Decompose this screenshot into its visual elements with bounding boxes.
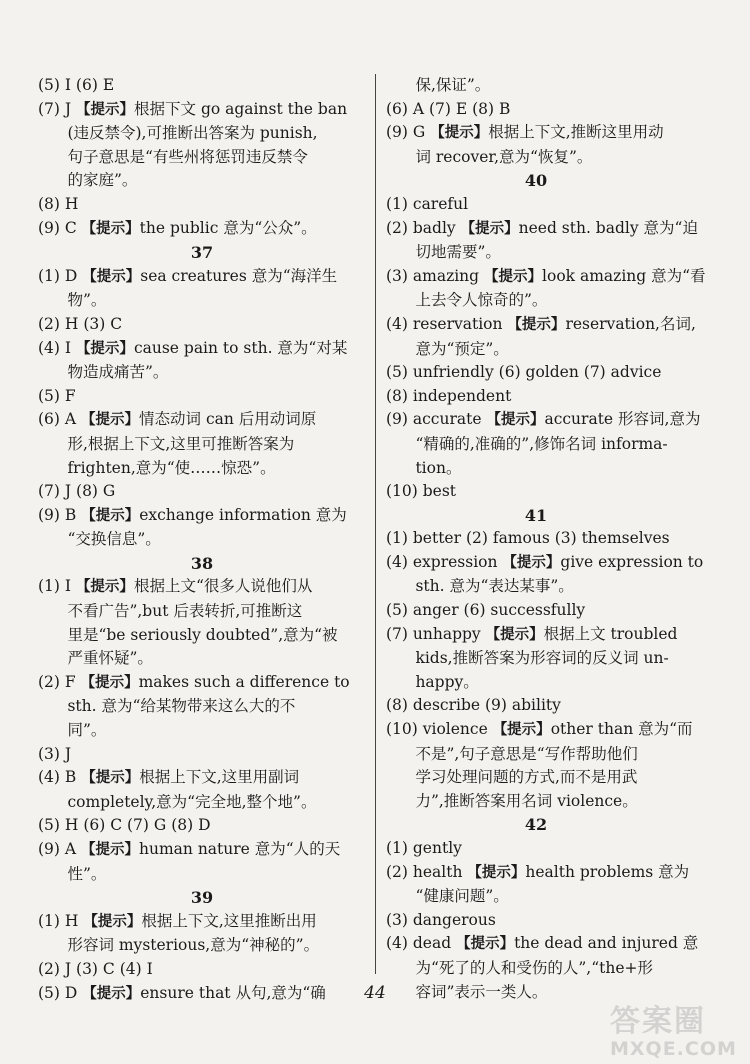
answer-continuation-line: “精确的,准确的”,修饰名词 informa- xyxy=(415,434,668,453)
hint-label: 【提示】 xyxy=(502,554,561,571)
answer-continuation-line: happy。 xyxy=(415,672,479,691)
answer-continuation-line: 同”。 xyxy=(67,721,107,740)
page-number: 44 xyxy=(364,983,386,1003)
answer-continuation-line: 学习处理问题的方式,而不是用武 xyxy=(415,768,638,787)
answer-line: (1) H 【提示】根据上下文,这里推断出用 xyxy=(38,911,317,930)
answer-continuation-line: 意为“预定”。 xyxy=(415,339,509,358)
answer-continuation-line: tion。 xyxy=(415,458,462,477)
answer-line: (1) better (2) famous (3) themselves xyxy=(386,529,670,548)
answer-line: (1) I 【提示】根据上文“很多人说他们从 xyxy=(38,577,313,596)
hint-label: 【提示】 xyxy=(467,864,526,881)
answer-line: (1) D 【提示】sea creatures 意为“海洋生 xyxy=(38,266,338,285)
answer-continuation-line: 不看广告”,but 后表转折,可推断这 xyxy=(67,602,303,621)
answer-continuation-line: 形,根据上下文,这里可推断答案为 xyxy=(67,434,295,453)
answer-continuation-line: 不是”,句子意思是“写作帮助他们 xyxy=(415,744,638,763)
hint-label: 【提示】 xyxy=(81,220,140,237)
answer-line: (3) amazing 【提示】look amazing 意为“看 xyxy=(386,266,706,285)
hint-label: 【提示】 xyxy=(80,674,139,691)
answer-line: (2) health 【提示】health problems 意为 xyxy=(386,862,690,881)
section-number: 40 xyxy=(524,171,548,191)
answer-line: (2) J (3) C (4) I xyxy=(38,959,153,978)
answer-line: (6) A 【提示】情态动词 can 后用动词原 xyxy=(38,410,317,429)
answer-line: (7) J 【提示】根据下文 go against the ban xyxy=(38,99,348,118)
answer-line: (4) dead 【提示】the dead and injured 意 xyxy=(386,934,699,953)
answer-continuation-line: 上去令人惊奇的”。 xyxy=(415,291,548,310)
section-number: 37 xyxy=(190,243,214,263)
answer-line: (5) D 【提示】ensure that 从句,意为“确 xyxy=(38,983,326,1002)
answer-continuation-line: “交换信息”。 xyxy=(67,530,161,549)
answer-line: (4) reservation 【提示】reservation,名词, xyxy=(386,314,696,333)
answer-continuation-line: 形容词 mysterious,意为“神秘的”。 xyxy=(67,936,320,955)
right-column xyxy=(386,74,706,1004)
answer-continuation-line: 切地需要”。 xyxy=(415,243,501,262)
hint-label: 【提示】 xyxy=(507,316,566,333)
hint-label: 【提示】 xyxy=(75,579,134,596)
answer-line: (5) H (6) C (7) G (8) D xyxy=(38,816,211,835)
answer-continuation-line: 的家庭”。 xyxy=(67,171,138,190)
answer-line: (2) F 【提示】makes such a difference to xyxy=(38,672,350,691)
answer-line: (10) best xyxy=(386,482,457,501)
answer-continuation-line: 性”。 xyxy=(67,864,107,883)
hint-label: 【提示】 xyxy=(485,626,544,643)
answer-continuation-line: 容词”表示一类人。 xyxy=(415,982,548,1001)
section-number: 42 xyxy=(524,815,548,835)
answer-continuation-line: 词 recover,意为“恢复”。 xyxy=(415,147,593,166)
answer-line: (4) B 【提示】根据上下文,这里用副词 xyxy=(38,768,300,787)
hint-label: 【提示】 xyxy=(83,913,142,930)
column-divider xyxy=(375,74,376,974)
hint-label: 【提示】 xyxy=(81,770,140,787)
answer-continuation-line: 物”。 xyxy=(67,291,107,310)
answer-line: (10) violence 【提示】other than 意为“而 xyxy=(386,720,693,739)
answer-continuation-line: sth. 意为“给某物带来这么大的不 xyxy=(67,697,296,716)
hint-label: 【提示】 xyxy=(456,936,515,953)
section-number: 41 xyxy=(524,505,548,525)
watermark-top-text: 答案圈 xyxy=(610,1004,706,1039)
answer-line: (9) G 【提示】根据上下文,推断这里用动 xyxy=(386,123,664,142)
answer-line: (3) dangerous xyxy=(386,910,496,929)
hint-label: 【提示】 xyxy=(81,412,140,429)
answer-line: (5) unfriendly (6) golden (7) advice xyxy=(386,363,662,382)
answer-continuation-line: sth. 意为“表达某事”。 xyxy=(415,577,574,596)
answer-line: (6) A (7) E (8) B xyxy=(386,99,511,118)
answer-continuation-line: kids,推断答案为形容词的反义词 un- xyxy=(415,649,669,668)
hint-label: 【提示】 xyxy=(492,722,551,739)
answer-continuation-line: 里是“be seriously doubted”,意为“被 xyxy=(67,625,338,644)
section-number: 38 xyxy=(190,553,214,573)
answer-line: (1) careful xyxy=(386,194,469,213)
answer-continuation-line: 句子意思是“有些州将惩罚违反禁令 xyxy=(67,147,308,166)
answer-line: (3) J xyxy=(38,744,72,763)
hint-label: 【提示】 xyxy=(76,101,135,118)
answer-continuation-line: 力”,推断答案用名词 violence。 xyxy=(415,791,638,810)
answer-continuation-line: “健康问题”。 xyxy=(415,887,509,906)
answer-continuation-line: (违反禁令),可推断出答案为 punish, xyxy=(67,124,318,143)
answer-line: (4) I 【提示】cause pain to sth. 意为“对某 xyxy=(38,338,348,357)
answer-line: (4) expression 【提示】give expression to xyxy=(386,552,704,571)
hint-label: 【提示】 xyxy=(484,268,543,285)
hint-label: 【提示】 xyxy=(81,507,140,524)
answer-continuation-line: completely,意为“完全地,整个地”。 xyxy=(67,792,317,811)
hint-label: 【提示】 xyxy=(486,412,545,429)
section-number: 39 xyxy=(190,888,214,908)
answer-continuation-line: frighten,意为“使……惊恐”。 xyxy=(67,458,276,477)
answer-line: (7) unhappy 【提示】根据上文 troubled xyxy=(386,624,678,643)
answer-line: (1) gently xyxy=(386,839,462,857)
answer-line: (8) describe (9) ability xyxy=(386,696,561,715)
hint-label: 【提示】 xyxy=(430,125,489,142)
answer-line: (5) F xyxy=(38,386,76,405)
hint-label: 【提示】 xyxy=(82,268,141,285)
hint-label: 【提示】 xyxy=(82,985,141,1002)
answer-line: (8) independent xyxy=(386,386,512,405)
answer-line: (5) anger (6) successfully xyxy=(386,601,586,620)
answer-continuation-line: 物造成痛苦”。 xyxy=(67,363,169,382)
answer-continuation-line: 为“死了的人和受伤的人”,“the+形 xyxy=(415,958,654,977)
answer-line: (8) H xyxy=(38,194,79,213)
answer-line: (5) I (6) E xyxy=(38,76,115,94)
hint-label: 【提示】 xyxy=(75,340,134,357)
answer-line: (9) accurate 【提示】accurate 形容词,意为 xyxy=(386,410,701,429)
answer-line: (2) H (3) C xyxy=(38,314,123,333)
answer-line: (2) badly 【提示】need sth. badly 意为“迫 xyxy=(386,218,698,237)
answer-line: (7) J (8) G xyxy=(38,482,116,501)
watermark-logo xyxy=(610,1006,750,1064)
answer-continuation-line: 保,保证”。 xyxy=(415,76,491,94)
hint-label: 【提示】 xyxy=(81,842,140,858)
left-column xyxy=(38,74,366,1006)
answer-line: (9) A 【提示】human nature 意为“人的天 xyxy=(38,840,341,858)
answer-line: (9) C 【提示】the public 意为“公众”。 xyxy=(38,218,317,237)
answer-continuation-line: 严重怀疑”。 xyxy=(67,649,153,668)
hint-label: 【提示】 xyxy=(460,220,519,237)
answer-line: (9) B 【提示】exchange information 意为 xyxy=(38,505,347,524)
watermark-bottom-text: MXQE.COM xyxy=(610,1038,737,1060)
